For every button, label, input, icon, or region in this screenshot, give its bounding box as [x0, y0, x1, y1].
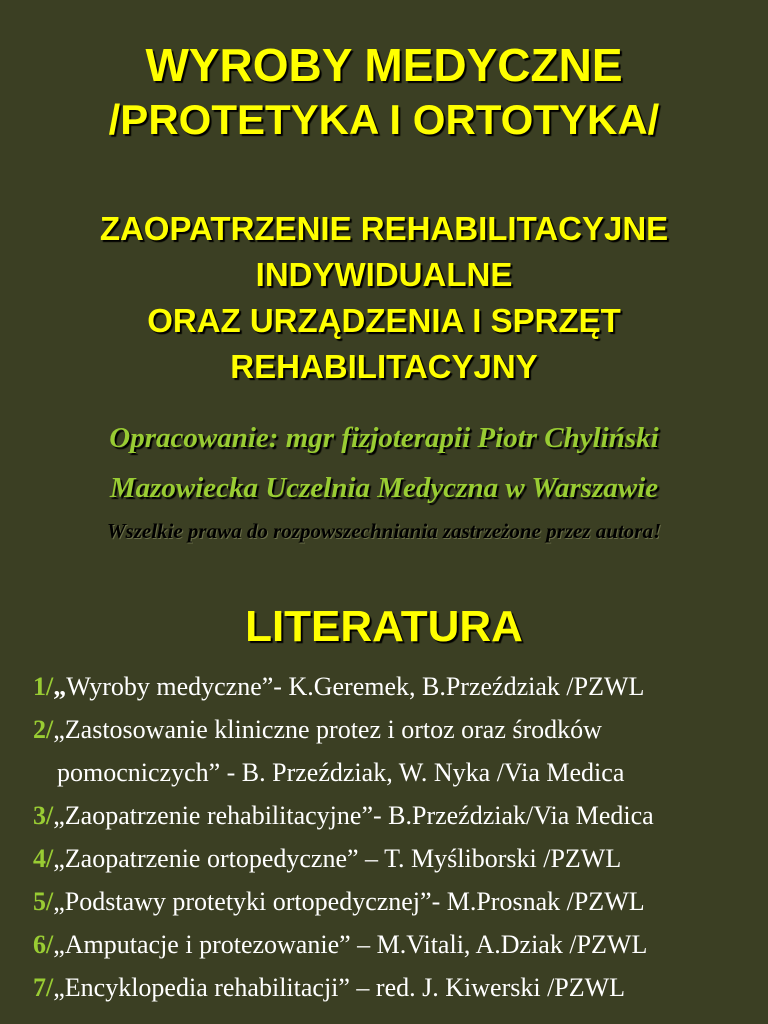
copyright-notice: Wszelkie prawa do rozpowszechniania zastrzeżone przez autora! [106, 519, 662, 543]
literature-item [33, 844, 768, 874]
literature-item [33, 672, 768, 702]
title-line-1: WYROBY MEDYCZNE [145, 39, 623, 91]
item-text: Zastosowanie kliniczne protez i ortoz oraz środków [64, 715, 602, 744]
item-text: Amputacje i protezowanie” – M.Vitali, A.Dziak /PZWL [64, 930, 648, 959]
literature-item [33, 801, 768, 831]
literature-heading: LITERATURA [245, 602, 523, 651]
item-quote: „ [53, 801, 65, 830]
item-number: 6/ [33, 930, 54, 959]
item-number: 3/ [33, 801, 54, 830]
item-number: 4/ [33, 844, 54, 873]
item-quote: „ [53, 930, 65, 959]
item-text: Zaopatrzenie ortopedyczne” – T. Myśliborski /PZWL [64, 844, 622, 873]
item-number: 7/ [33, 973, 54, 1002]
item-quote: „ [53, 715, 65, 744]
author-line: Opracowanie: mgr fizjoterapii Piotr Chyliński [109, 422, 659, 454]
item-text: Encyklopedia rehabilitacji” – red. J. Kiwerski /PZWL [64, 973, 626, 1002]
subtitle-line-1: ZAOPATRZENIE REHABILITACYJNE [99, 210, 669, 247]
institution-line: Mazowiecka Uczelnia Medyczna w Warszawie [109, 472, 659, 504]
title-line-2: /PROTETYKA I ORTOTYKA/ [108, 96, 660, 143]
item-number: 1/ [33, 672, 54, 701]
item-quote: „ [53, 887, 65, 916]
item-text: Wyroby medyczne”- K.Geremek, B.Przeździak /PZWL [66, 672, 645, 701]
subtitle-line-3: ORAZ URZĄDZENIA I SPRZĘT [147, 302, 621, 339]
item-number: 5/ [33, 887, 54, 916]
item-quote: „ [53, 844, 65, 873]
literature-item [33, 930, 768, 960]
literature-item [33, 715, 768, 745]
subtitle-line-2: INDYWIDUALNE [255, 256, 513, 293]
item-number: 2/ [33, 715, 54, 744]
literature-item [33, 887, 768, 917]
subtitle-line-4: REHABILITACYJNY [230, 348, 538, 385]
item-text: Zaopatrzenie rehabilitacyjne”- B.Przeździak/Via Medica [64, 801, 654, 830]
literature-item [33, 973, 768, 1003]
literature-item-continuation: pomocniczych” - B. Przeździak, W. Nyka /Via Medica [57, 758, 625, 787]
item-text: Podstawy protetyki ortopedycznej”- M.Prosnak /PZWL [64, 887, 645, 916]
item-quote: „ [53, 973, 65, 1002]
item-quote: „ [53, 672, 67, 701]
